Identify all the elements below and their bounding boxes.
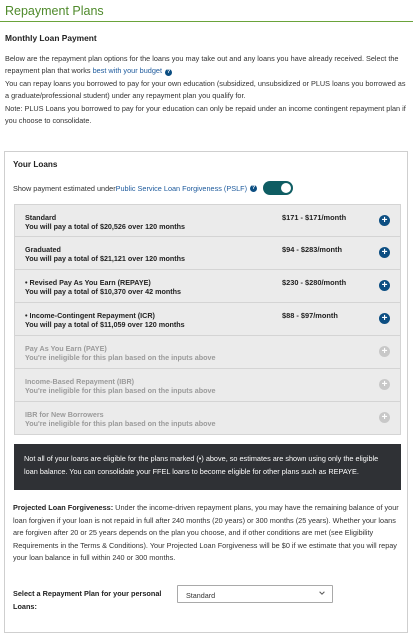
repayment-plan-select[interactable]	[177, 585, 333, 603]
intro-paragraph-1	[5, 53, 407, 78]
forgiveness-label: Projected Loan Forgiveness:	[13, 503, 114, 512]
plus-circle-icon: +	[379, 412, 390, 423]
plan-name: • Revised Pay As You Earn (REPAYE)	[25, 278, 151, 287]
select-plan-label: Select a Repayment Plan for your personal Loans:	[13, 589, 162, 611]
plan-price: $88 - $97/month	[282, 311, 338, 320]
select-value: Standard	[186, 591, 216, 600]
page-header	[0, 0, 413, 22]
intro-paragraph-2: You can repay loans you borrowed to pay for your own education (subsidized, unsubsidized or PLUS loans you borrowed as a graduate/professional student) under any repayment plan you qualify for.	[5, 78, 406, 101]
pslf-label: Show payment estimated under	[13, 183, 116, 193]
chevron-down-icon	[318, 589, 326, 597]
section-title: Monthly Loan Payment	[5, 33, 97, 43]
forgiveness-body: Under the income-driven repayment plans, you may have the remaining balance of your loan forgiven if your loan is not repaid in full after 240 months (20 years) or 300 months (25 years). Whether your loans are forgiven after 20 or 25 years depends on the plan you choose, and if other conditions are met (see Eligibility Requirements in the Terms & Conditions). Your Projected Loan Forgiveness will be $0 if we estimate that you will repay your loan balance in full within 240 or 300 months.	[13, 503, 399, 563]
plus-circle-icon: +	[379, 379, 390, 390]
plan-repaye[interactable]	[14, 270, 401, 303]
plan-desc: You will pay a total of $11,059 over 120 months	[25, 320, 185, 329]
plan-desc: You will pay a total of $10,370 over 42 months	[25, 287, 182, 296]
intro-text	[5, 53, 407, 127]
pslf-link[interactable]: Public Service Loan Forgiveness (PSLF)	[115, 183, 248, 193]
budget-link[interactable]: best with your budget	[92, 66, 162, 76]
plan-name: Income-Based Repayment (IBR)	[25, 377, 135, 386]
plan-name: Graduated	[25, 245, 61, 254]
plan-desc: You're ineligible for this plan based on the inputs above	[25, 419, 216, 428]
plan-price: $94 - $283/month	[282, 245, 342, 254]
plan-name: IBR for New Borrowers	[25, 410, 104, 419]
repayment-plan-list	[14, 204, 401, 435]
your-loans-heading: Your Loans	[13, 160, 58, 169]
intro-text-1: Below are the repayment plan options for the loans you may take out and any loans you have already received. Select the repayment plan that works	[5, 54, 399, 76]
plus-circle-icon[interactable]: +	[379, 313, 390, 324]
plan-price: $171 - $171/month	[282, 213, 347, 222]
plus-circle-icon[interactable]: +	[379, 215, 390, 226]
pslf-toggle[interactable]	[263, 181, 293, 195]
plan-name: Standard	[25, 213, 57, 222]
plan-icr[interactable]	[14, 303, 401, 336]
plan-name: Pay As You Earn (PAYE)	[25, 344, 107, 353]
plan-desc: You're ineligible for this plan based on the inputs above	[25, 353, 216, 362]
plan-paye	[14, 336, 401, 369]
plan-desc: You will pay a total of $20,526 over 120 months	[25, 222, 186, 231]
plan-desc: You will pay a total of $21,121 over 120 months	[25, 254, 186, 263]
intro-paragraph-3: Note: PLUS Loans you borrowed to pay for your education can only be repaid under an income contingent repayment plan if you choose to consolidate.	[5, 103, 406, 126]
plan-graduated[interactable]	[14, 237, 401, 270]
plus-circle-icon[interactable]: +	[379, 280, 390, 291]
eligibility-notice: Not all of your loans are eligible for the plans marked (•) above, so estimates are shown using only the eligible loan balance. You can consolidate your FFEL loans to become eligible for other plans such as REPAYE.	[14, 444, 401, 490]
plan-price: $230 - $280/month	[282, 278, 347, 287]
projected-forgiveness-text	[13, 502, 403, 565]
question-circle-icon[interactable]: ?	[251, 184, 256, 191]
plus-circle-icon: +	[379, 346, 390, 357]
plan-standard[interactable]	[14, 204, 401, 237]
pslf-row	[13, 180, 293, 196]
question-circle-icon[interactable]: ?	[166, 69, 171, 76]
plan-ibr	[14, 369, 401, 402]
your-loans-panel	[4, 151, 408, 633]
page-title: Repayment Plans	[5, 4, 104, 18]
plan-ibr-new-borrowers	[14, 402, 401, 435]
plus-circle-icon[interactable]: +	[379, 247, 390, 258]
toggle-knob	[281, 183, 291, 193]
plan-name: • Income-Contingent Repayment (ICR)	[25, 311, 155, 320]
plan-desc: You're ineligible for this plan based on the inputs above	[25, 386, 216, 395]
